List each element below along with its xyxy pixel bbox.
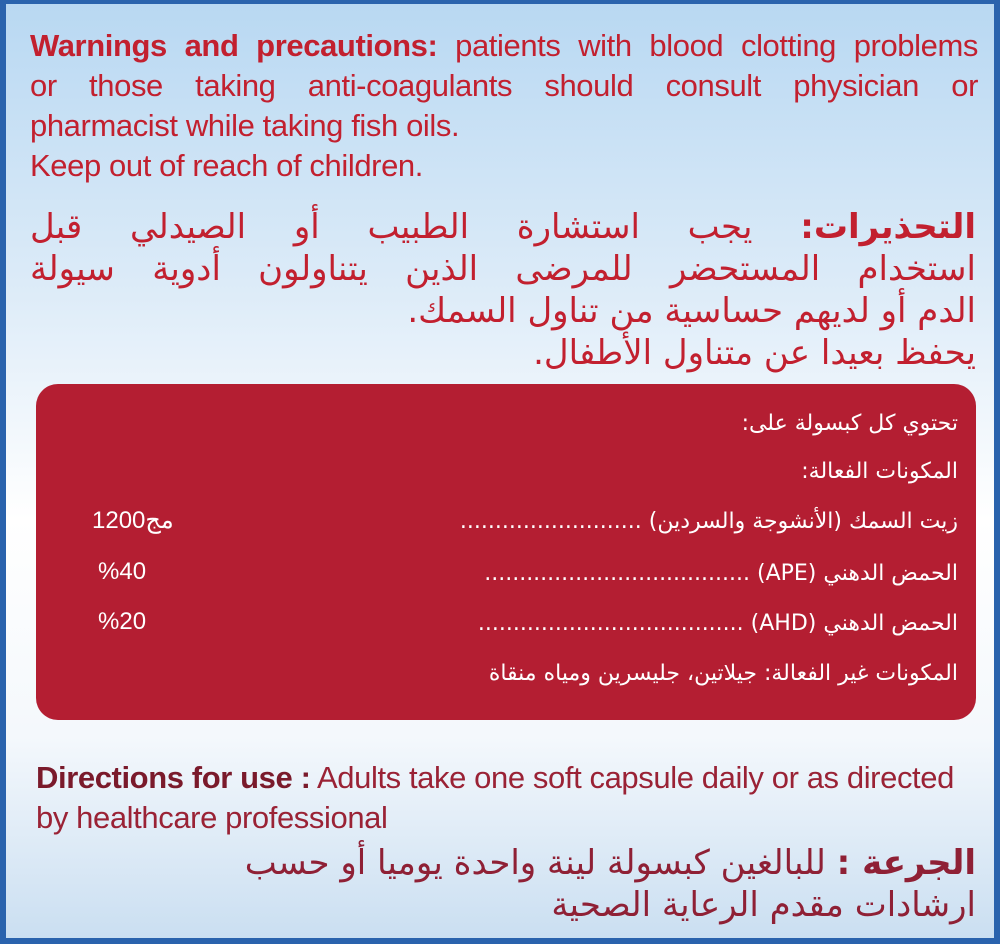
directions-ar-line-1 — [36, 842, 976, 884]
ingredient-value-1: 1200مج — [92, 507, 174, 534]
directions-ar-text-1: للبالغين كبسولة لينة واحدة يوميا أو حسب — [244, 843, 837, 883]
ingredient-row-3 — [478, 610, 958, 638]
ingredient-dots-1: .......................... — [459, 509, 642, 534]
composition-intro: تحتوي كل كبسولة على: — [741, 411, 958, 436]
warnings-ar-line-2: استخدام المستحضر للمرضى الذين يتناولون أدوية سيولة — [30, 249, 976, 289]
warnings-ar-line-1 — [30, 206, 976, 248]
directions-en-line-2: by healthcare professional — [36, 800, 388, 835]
inactive-ingredients: المكونات غير الفعالة: جيلاتين، جليسرين ومياه منقاة — [488, 661, 958, 686]
warnings-en-line-1 — [30, 26, 978, 66]
directions-ar-line-2: ارشادات مقدم الرعاية الصحية — [551, 885, 976, 925]
warnings-ar-line-3: الدم أو لديهم حساسية من تناول السمك. — [407, 291, 976, 331]
directions-en-label: Directions for use : — [36, 760, 311, 795]
warnings-en-label: Warnings and precautions: — [30, 28, 438, 63]
ingredient-name-1: زيت السمك (الأنشوجة والسردين) — [648, 509, 958, 534]
ingredient-name-2: الحمض الدهني (APE) — [756, 561, 958, 586]
ingredient-row-2 — [484, 560, 958, 588]
ingredient-value-3: %20 — [98, 608, 147, 635]
warnings-ar-text-1: يجب استشارة الطبيب أو الصيدلي قبل — [30, 207, 801, 247]
warnings-ar-section — [30, 206, 976, 374]
warnings-en-section — [30, 26, 978, 186]
active-ingredients-label: المكونات الفعالة: — [801, 459, 958, 484]
ingredient-name-3: الحمض الدهني (AHD) — [750, 611, 958, 636]
directions-en-line-1 — [36, 758, 976, 798]
directions-ar-label: الجرعة : — [836, 843, 976, 883]
warnings-en-line-2: or those taking anti-coagulants should consult physician or — [30, 68, 978, 103]
warnings-ar-label: التحذيرات: — [800, 207, 976, 247]
directions-ar-section — [36, 842, 976, 926]
directions-en-text-1: Adults take one soft capsule daily or as directed — [310, 760, 954, 795]
directions-en-section — [36, 758, 976, 838]
warnings-en-line-4: Keep out of reach of children. — [30, 148, 423, 183]
warnings-en-text-1: patients with blood clotting problems — [437, 28, 978, 63]
ingredient-value-2: %40 — [98, 558, 147, 585]
ingredient-dots-2: ...................................... — [484, 561, 750, 586]
ingredient-dots-3: ...................................... — [477, 611, 744, 636]
warnings-ar-line-4: يحفظ بعيدا عن متناول الأطفال. — [533, 333, 976, 373]
warnings-en-line-3: pharmacist while taking fish oils. — [30, 108, 460, 143]
composition-panel — [36, 384, 976, 720]
ingredient-row-1 — [460, 508, 958, 536]
